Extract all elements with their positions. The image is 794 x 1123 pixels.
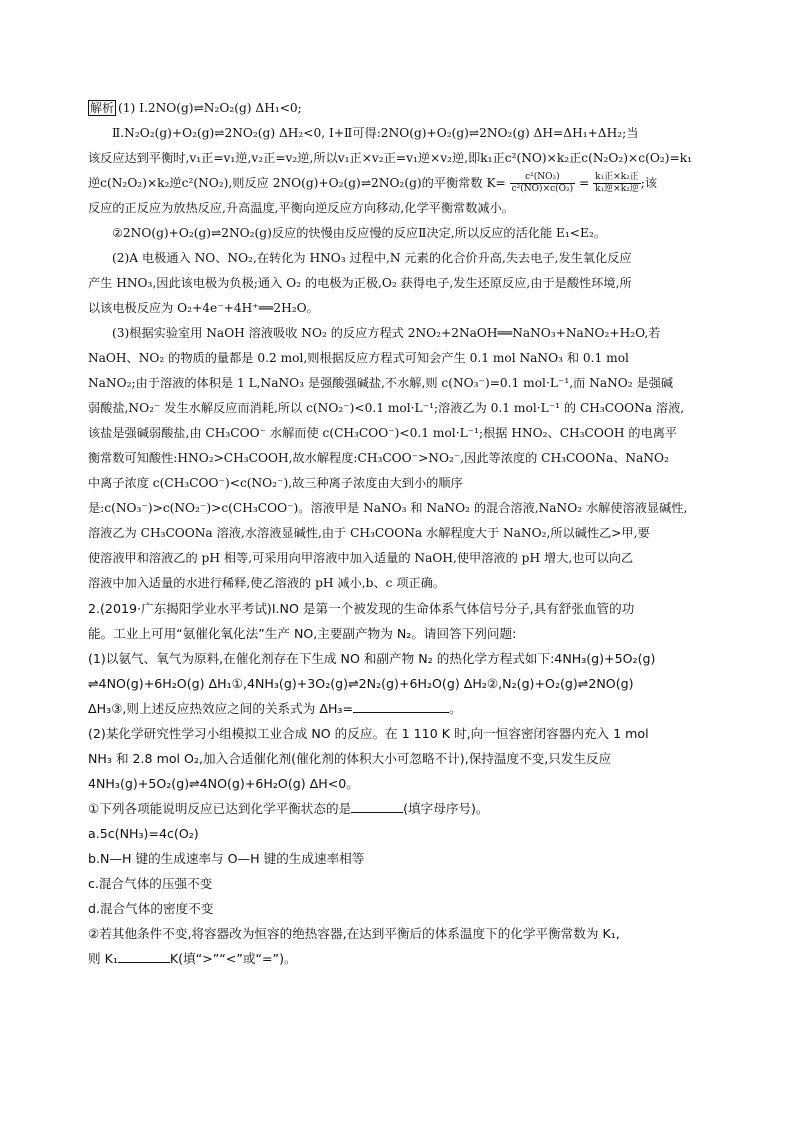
question2-line6: (2)某化学研究性学习小组模拟工业合成 NO 的反应。在 1 110 K 时,向一恒容密闭容器内充入 1 mol <box>88 726 649 741</box>
question2-line11: 则 K₁ K(填“>”“<”或“=”)。 <box>88 946 708 971</box>
analysis-part3-line2: NaOH、NO₂ 的物质的量都是 0.2 mol,则根据反应方程式可知会产生 0.1 mol NaNO₃ 和 0.1 mol <box>88 351 629 365</box>
equilibrium-constant-fraction: $\frac{\text{c²(NO₂)}}{\text{c²(NO)×c(O₂)}}$ <box>511 172 574 194</box>
analysis-part1-line3: 该反应达到平衡时,v₁正=v₁逆,v₂正=v₂逆,所以v₁正×v₂正=v₁逆×v₂逆,即k₁正c²(NO)×k₂正c(N₂O₂)×c(O₂)=k₁ <box>88 151 692 165</box>
analysis-part3-line1: (3)根据实验室用 NaOH 溶液吸收 NO₂ 的反应方程式 2NO₂+2NaOH══NaNO₃+NaNO₂+H₂O,若 <box>112 326 661 340</box>
analysis-part2-line1: (2)A 电极通入 NO、NO₂,在转化为 HNO₃ 过程中,N 元素的化合价升高,失去电子,发生氧化反应 <box>112 251 632 265</box>
question2-line1: 2.(2019·广东揭阳学业水平考试)Ⅰ.NO 是第一个被发现的生命体系气体信号分子,具有舒张血管的功 <box>88 601 635 616</box>
option-b: b.N—H 键的生成速率与 O—H 键的生成速率相等 <box>88 851 365 866</box>
question2-line5: ΔH₃③,则上述反应热效应之间的关系式为 ΔH₃= 。 <box>88 696 708 721</box>
analysis-part1-line2: Ⅱ.N₂O₂(g)+O₂(g)⇌2NO₂(g) ΔH₂<0, Ⅰ+Ⅱ可得:2NO(g)+O₂(g)⇌2NO₂(g) ΔH=ΔH₁+ΔH₂;当 <box>112 126 639 140</box>
analysis-part3-line10: 使溶液甲和溶液乙的 pH 相等,可采用向甲溶液中加入适量的 NaOH,使甲溶液的 pH 增大,也可以向乙 <box>88 551 634 565</box>
rate-constant-fraction: $\frac{\text{k₁正×k₂正}}{\text{k₁逆×k₂逆}}$ <box>595 172 639 194</box>
analysis-part3-line8: 是:c(NO₃⁻)>c(NO₂⁻)>c(CH₃COO⁻)。溶液甲是 NaNO₃ 和 NaNO₂ 的混合溶液,NaNO₂ 水解使溶液显碱性, <box>88 501 688 515</box>
question2-line3: (1)以氨气、氧气为原料,在催化剂存在下生成 NO 和副产物 N₂ 的热化学方程式如下:4NH₃(g)+5O₂(g) <box>88 651 656 666</box>
analysis-part3-line4: 弱酸盐,NO₂⁻ 发生水解反应而消耗,所以 c(NO₂⁻)<0.1 mol·L⁻¹;溶液乙为 0.1 mol·L⁻¹ 的 CH₃COONa 溶液, <box>88 401 685 415</box>
answer-blank-equilibrium[interactable] <box>351 798 403 813</box>
analysis-part3-line7: 中离子浓度 c(CH₃COO⁻)<c(NO₂⁻),故三种离子浓度由大到小的顺序 <box>88 476 463 490</box>
question2-line4: ⇌4NO(g)+6H₂O(g) ΔH₁①,4NH₃(g)+3O₂(g)⇌2N₂(g)+6H₂O(g) ΔH₂②,N₂(g)+O₂(g)⇌2NO(g) <box>88 676 634 691</box>
analysis-part3-line3: NaNO₂;由于溶液的体积是 1 L,NaNO₃ 是强酸强碱盐,不水解,则 c(NO₃⁻)=0.1 mol·L⁻¹,而 NaNO₂ 是强碱 <box>88 376 674 390</box>
question2-line7: NH₃ 和 2.8 mol O₂,加入合适催化剂(催化剂的体积大小可忽略不计),保持温度不变,只发生反应 <box>88 751 612 766</box>
analysis-part2-line3: 以该电极反应为 O₂+4e⁻+4H⁺══2H₂O。 <box>88 301 319 315</box>
question2-line10: ②若其他条件不变,将容器改为恒容的绝热容器,在达到平衡后的体系温度下的化学平衡常数为 K₁, <box>88 926 620 941</box>
document-page <box>88 96 708 971</box>
analysis-part1-line4: 逆c(N₂O₂)×k₂逆c²(NO₂),则反应 2NO(g)+O₂(g)⇌2NO₂(g)的平衡常数 K= $\frac{\text{c²(NO₂)}}{\text{c²(NO)×c(O₂)}}$ = $\frac{\text{k₁正×k₂正}}{\text{k₁逆×k₂逆}}$ ;该 <box>88 172 658 194</box>
answer-blank-k-compare[interactable] <box>118 948 170 963</box>
option-a: a.5c(NH₃)=4c(O₂) <box>88 826 199 841</box>
analysis-part3-line6: 衡常数可知酸性:HNO₂>CH₃COOH,故水解程度:CH₃COO⁻>NO₂⁻,因此等浓度的 CH₃COONa、NaNO₂ <box>88 451 669 465</box>
analysis-part1-line1: 解析 (1) Ⅰ.2NO(g)⇌N₂O₂(g) ΔH₁<0; <box>90 101 302 115</box>
question2-line8: 4NH₃(g)+5O₂(g)⇌4NO(g)+6H₂O(g) ΔH<0。 <box>88 776 359 791</box>
analysis-part1-line5: 反应的正反应为放热反应,升高温度,平衡向逆反应方向移动,化学平衡常数减小。 <box>88 201 514 215</box>
option-d: d.混合气体的密度不变 <box>88 901 214 916</box>
analysis-part3-line9: 溶液乙为 CH₃COONa 溶液,水溶液显碱性,由于 CH₃COONa 水解程度大于 NaNO₂,所以碱性乙>甲,要 <box>88 526 650 540</box>
analysis-part3-line5: 该盐是强碱弱酸盐,由 CH₃COO⁻ 水解而使 c(CH₃COO⁻)<0.1 mol·L⁻¹;根据 HNO₂、CH₃COOH 的电离平 <box>88 426 678 440</box>
answer-blank-dh3[interactable] <box>353 698 449 713</box>
analysis-part1-line6: ②2NO(g)+O₂(g)⇌2NO₂(g)反应的快慢由反应慢的反应Ⅱ决定,所以反应的活化能 E₁<E₂。 <box>112 226 606 240</box>
analysis-part2-line2: 产生 HNO₃,因此该电极为负极;通入 O₂ 的电极为正极,O₂ 获得电子,发生还原反应,由于是酸性环境,所 <box>88 276 632 290</box>
question2-line9: ①下列各项能说明反应已达到化学平衡状态的是 (填字母序号)。 <box>88 796 708 821</box>
analysis-part3-line11: 溶液中加入适量的水进行稀释,使乙溶液的 pH 减小,b、c 项正确。 <box>88 576 446 590</box>
option-c: c.混合气体的压强不变 <box>88 876 213 891</box>
analysis-tag: 解析 <box>90 101 115 115</box>
question2-line2: 能。工业上可用“氨催化氧化法”生产 NO,主要副产物为 N₂。请回答下列问题: <box>88 626 517 641</box>
